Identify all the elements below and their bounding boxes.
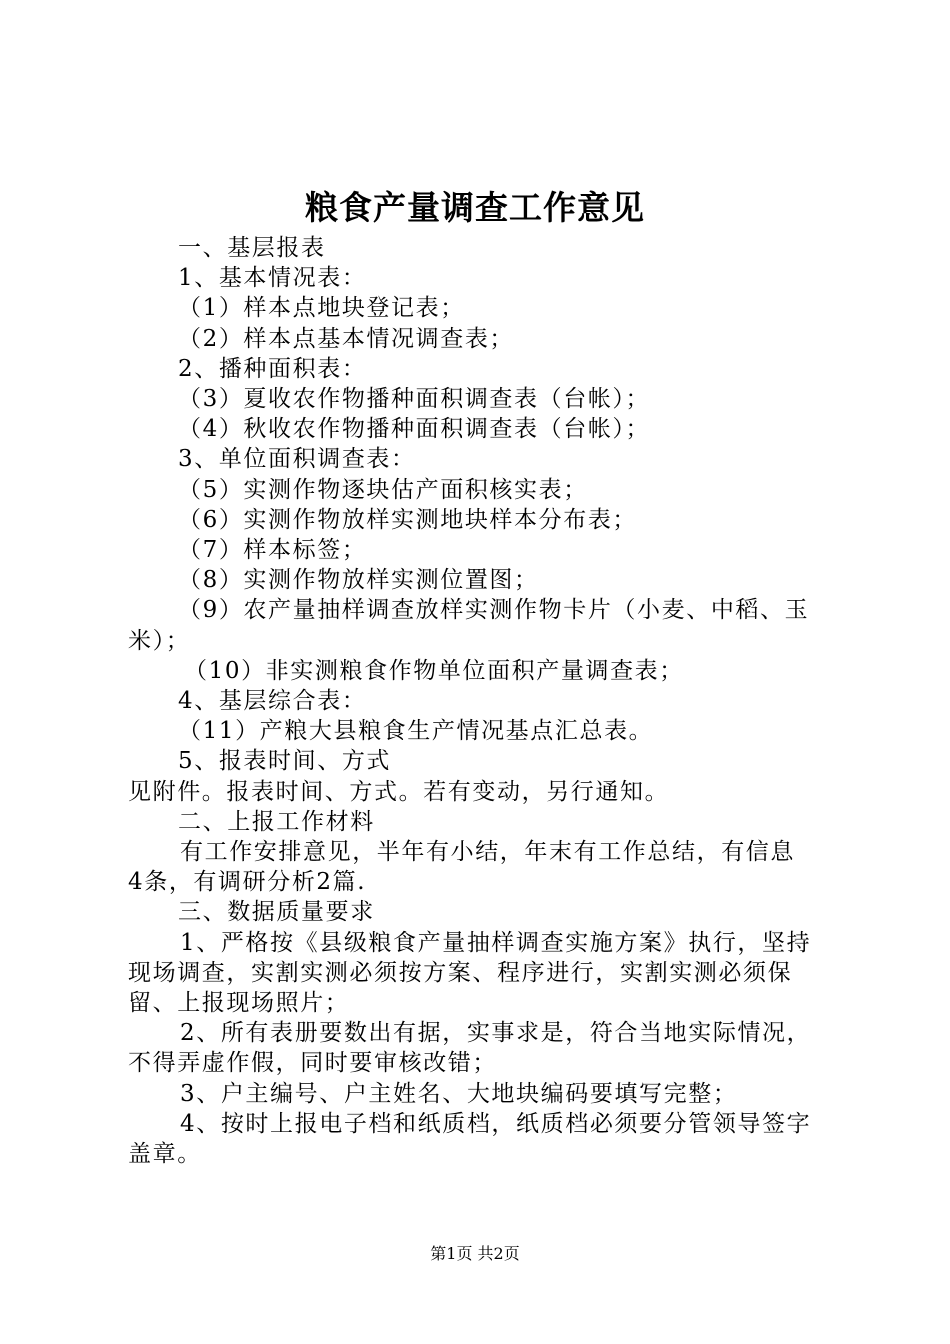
paragraph-line: 一、基层报表 <box>178 235 326 261</box>
paragraph-line: （3）夏收农作物播种面积调查表（台帐）； <box>178 386 651 413</box>
paragraph-line: （9）农产量抽样调查放样实测作物卡片（小麦、中稻、玉 <box>178 597 810 624</box>
paragraph-line: 4、按时上报电子档和纸质档，纸质档必须要分管领导签字 <box>180 1110 812 1137</box>
document-title: 粮食产量调查工作意见 <box>305 188 645 227</box>
paragraph-line: 不得弄虚作假，同时要审核改错； <box>128 1050 497 1077</box>
paragraph-line: 2、所有表册要数出有据，实事求是，符合当地实际情况， <box>180 1020 812 1047</box>
paragraph-line: 4、基层综合表： <box>178 688 367 715</box>
paragraph-line: （1）样本点地块登记表； <box>178 295 465 322</box>
paragraph-line: 二、上报工作材料 <box>178 808 375 835</box>
paragraph-line: （2）样本点基本情况调查表； <box>178 325 515 352</box>
paragraph-line: （5）实测作物逐块估产面积核实表； <box>178 476 588 503</box>
paragraph-line: 5、报表时间、方式 <box>178 748 392 775</box>
paragraph-line: （11）产粮大县粮食生产情况基点汇总表。 <box>178 718 654 745</box>
paragraph-line: 现场调查，实割实测必须按方案、程序进行，实割实测必须保 <box>128 959 793 986</box>
paragraph-line: 米）； <box>128 627 191 654</box>
page-footer: 第1页 共2页 <box>430 1244 520 1263</box>
paragraph-line: 盖章。 <box>128 1141 202 1168</box>
paragraph-line: 3、户主编号、户主姓名、大地块编码要填写完整； <box>180 1080 738 1107</box>
paragraph-line: 4条，有调研分析2篇. <box>128 869 367 896</box>
paragraph-line: 见附件。报表时间、方式。若有变动，另行通知。 <box>128 778 670 805</box>
paragraph-line: 留、上报现场照片； <box>128 990 350 1017</box>
paragraph-line: 1、基本情况表： <box>178 265 367 292</box>
paragraph-line: 有工作安排意见，半年有小结，年末有工作总结，有信息 <box>180 839 795 866</box>
paragraph-line: 2、播种面积表： <box>178 355 367 382</box>
paragraph-line: （8）实测作物放样实测位置图； <box>178 567 539 594</box>
document-body <box>128 233 828 1169</box>
paragraph-line: （10）非实测粮食作物单位面积产量调查表； <box>184 657 684 684</box>
paragraph-line: （4）秋收农作物播种面积调查表（台帐）； <box>178 416 651 443</box>
paragraph-line: 3、单位面积调查表： <box>178 446 416 473</box>
paragraph-line: 三、数据质量要求 <box>178 899 375 926</box>
paragraph-line: （6）实测作物放样实测地块样本分布表； <box>178 506 638 533</box>
paragraph-line: 1、严格按《县级粮食产量抽样调查实施方案》执行，坚持 <box>180 929 812 956</box>
paragraph-line: （7）样本标签； <box>178 537 367 564</box>
